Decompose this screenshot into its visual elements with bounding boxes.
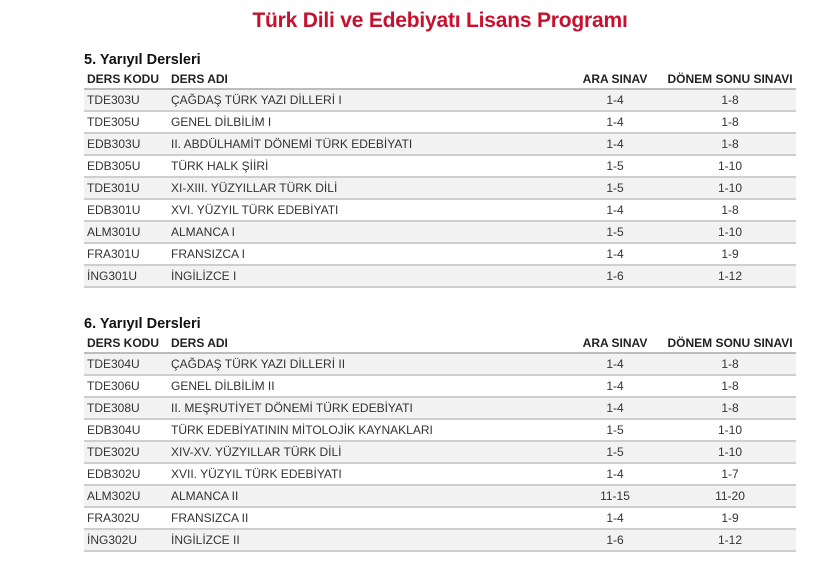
midterm-range-cell: 1-4 — [566, 463, 664, 485]
midterm-range-cell: 11-15 — [566, 485, 664, 507]
final-range-cell: 1-10 — [664, 419, 796, 441]
midterm-range-cell: 1-4 — [566, 133, 664, 155]
midterm-range-cell: 1-4 — [566, 353, 664, 375]
table-row — [84, 155, 796, 177]
course-code-cell: ALM302U — [84, 485, 171, 507]
course-table — [84, 70, 796, 288]
midterm-range-cell: 1-6 — [566, 265, 664, 287]
course-table — [84, 334, 796, 552]
final-range-cell: 1-8 — [664, 375, 796, 397]
column-header-final: DÖNEM SONU SINAVI — [664, 70, 796, 89]
semester-6-section — [84, 314, 796, 552]
course-name-cell: ALMANCA II — [171, 485, 566, 507]
final-range-cell: 1-8 — [664, 397, 796, 419]
table-row — [84, 441, 796, 463]
table-row — [84, 507, 796, 529]
final-range-cell: 1-12 — [664, 265, 796, 287]
final-range-cell: 1-10 — [664, 177, 796, 199]
course-code-cell: TDE306U — [84, 375, 171, 397]
course-name-cell: ÇAĞDAŞ TÜRK YAZI DİLLERİ I — [171, 89, 566, 111]
course-code-cell: ALM301U — [84, 221, 171, 243]
course-code-cell: TDE308U — [84, 397, 171, 419]
table-row — [84, 375, 796, 397]
course-code-cell: TDE304U — [84, 353, 171, 375]
midterm-range-cell: 1-4 — [566, 397, 664, 419]
column-header-code: DERS KODU — [84, 334, 171, 353]
final-range-cell: 1-10 — [664, 155, 796, 177]
course-name-cell: ÇAĞDAŞ TÜRK YAZI DİLLERİ II — [171, 353, 566, 375]
table-row — [84, 177, 796, 199]
table-row — [84, 199, 796, 221]
course-code-cell: İNG302U — [84, 529, 171, 551]
table-row — [84, 419, 796, 441]
table-row — [84, 243, 796, 265]
table-body — [84, 89, 796, 287]
final-range-cell: 1-9 — [664, 507, 796, 529]
course-code-cell: EDB303U — [84, 133, 171, 155]
course-name-cell: II. MEŞRUTİYET DÖNEMİ TÜRK EDEBİYATI — [171, 397, 566, 419]
course-name-cell: II. ABDÜLHAMİT DÖNEMİ TÜRK EDEBİYATI — [171, 133, 566, 155]
table-row — [84, 133, 796, 155]
page-title: Türk Dili ve Edebiyatı Lisans Programı — [252, 9, 628, 32]
table-row — [84, 221, 796, 243]
table-row — [84, 397, 796, 419]
midterm-range-cell: 1-4 — [566, 111, 664, 133]
midterm-range-cell: 1-4 — [566, 375, 664, 397]
final-range-cell: 1-8 — [664, 111, 796, 133]
table-row — [84, 111, 796, 133]
final-range-cell: 11-20 — [664, 485, 796, 507]
table-body — [84, 353, 796, 551]
final-range-cell: 1-8 — [664, 199, 796, 221]
final-range-cell: 1-10 — [664, 221, 796, 243]
midterm-range-cell: 1-5 — [566, 155, 664, 177]
semester-title: 6. Yarıyıl Dersleri — [84, 316, 201, 332]
final-range-cell: 1-7 — [664, 463, 796, 485]
final-range-cell: 1-10 — [664, 441, 796, 463]
midterm-range-cell: 1-5 — [566, 177, 664, 199]
course-code-cell: İNG301U — [84, 265, 171, 287]
course-code-cell: TDE301U — [84, 177, 171, 199]
midterm-range-cell: 1-5 — [566, 441, 664, 463]
table-row — [84, 485, 796, 507]
table-row — [84, 89, 796, 111]
semester-5-section — [84, 50, 796, 288]
midterm-range-cell: 1-5 — [566, 419, 664, 441]
course-name-cell: TÜRK EDEBİYATININ MİTOLOJİK KAYNAKLARI — [171, 419, 566, 441]
course-name-cell: TÜRK HALK ŞİİRİ — [171, 155, 566, 177]
column-header-name: DERS ADI — [171, 70, 566, 89]
midterm-range-cell: 1-4 — [566, 507, 664, 529]
midterm-range-cell: 1-4 — [566, 243, 664, 265]
table-row — [84, 265, 796, 287]
table-header-row — [84, 70, 796, 89]
column-header-code: DERS KODU — [84, 70, 171, 89]
column-header-midterm: ARA SINAV — [566, 334, 664, 353]
midterm-range-cell: 1-4 — [566, 89, 664, 111]
course-name-cell: İNGİLİZCE II — [171, 529, 566, 551]
midterm-range-cell: 1-6 — [566, 529, 664, 551]
midterm-range-cell: 1-4 — [566, 199, 664, 221]
final-range-cell: 1-8 — [664, 353, 796, 375]
table-row — [84, 463, 796, 485]
course-code-cell: TDE302U — [84, 441, 171, 463]
course-name-cell: GENEL DİLBİLİM II — [171, 375, 566, 397]
course-code-cell: TDE303U — [84, 89, 171, 111]
course-name-cell: XIV-XV. YÜZYILLAR TÜRK DİLİ — [171, 441, 566, 463]
course-code-cell: EDB304U — [84, 419, 171, 441]
final-range-cell: 1-9 — [664, 243, 796, 265]
course-name-cell: XVI. YÜZYIL TÜRK EDEBİYATI — [171, 199, 566, 221]
course-code-cell: FRA301U — [84, 243, 171, 265]
final-range-cell: 1-8 — [664, 133, 796, 155]
course-name-cell: GENEL DİLBİLİM I — [171, 111, 566, 133]
table-header-row — [84, 334, 796, 353]
midterm-range-cell: 1-5 — [566, 221, 664, 243]
table-row — [84, 353, 796, 375]
final-range-cell: 1-12 — [664, 529, 796, 551]
course-name-cell: XVII. YÜZYIL TÜRK EDEBİYATI — [171, 463, 566, 485]
column-header-final: DÖNEM SONU SINAVI — [664, 334, 796, 353]
course-code-cell: EDB302U — [84, 463, 171, 485]
final-range-cell: 1-8 — [664, 89, 796, 111]
course-name-cell: İNGİLİZCE I — [171, 265, 566, 287]
course-name-cell: ALMANCA I — [171, 221, 566, 243]
course-name-cell: FRANSIZCA I — [171, 243, 566, 265]
course-code-cell: EDB305U — [84, 155, 171, 177]
course-name-cell: FRANSIZCA II — [171, 507, 566, 529]
course-code-cell: TDE305U — [84, 111, 171, 133]
column-header-midterm: ARA SINAV — [566, 70, 664, 89]
course-code-cell: FRA302U — [84, 507, 171, 529]
column-header-name: DERS ADI — [171, 334, 566, 353]
course-name-cell: XI-XIII. YÜZYILLAR TÜRK DİLİ — [171, 177, 566, 199]
table-row — [84, 529, 796, 551]
course-code-cell: EDB301U — [84, 199, 171, 221]
semester-title: 5. Yarıyıl Dersleri — [84, 52, 201, 68]
